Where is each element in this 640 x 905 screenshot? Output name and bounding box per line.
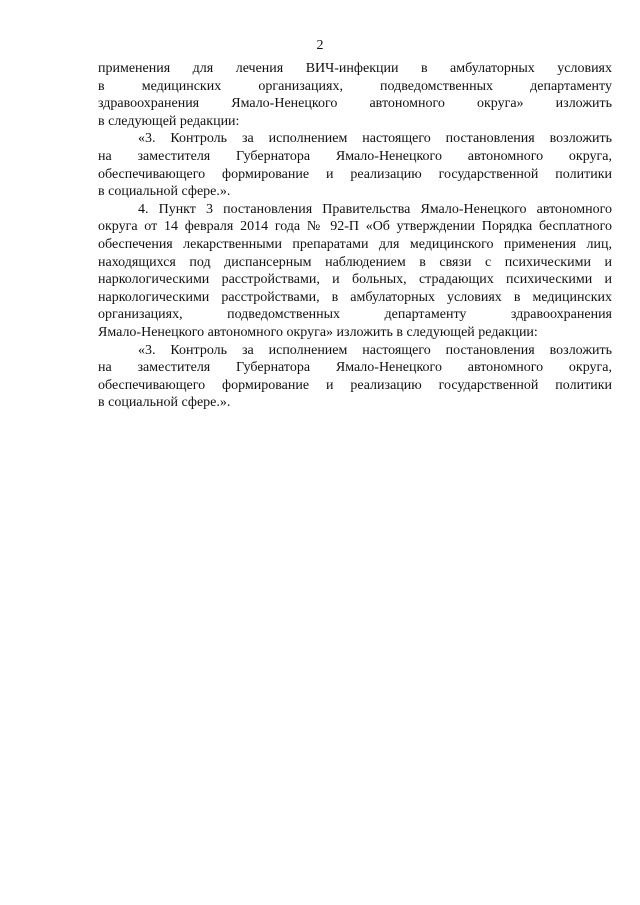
paragraph-4 — [98, 342, 612, 412]
text-line: в социальной сфере.». — [98, 184, 231, 200]
text-line: обеспечивающего формирование и реализацию государственной политики — [98, 166, 612, 182]
text-line: «3. Контроль за исполнением настоящего постановления возложить — [138, 131, 612, 147]
text-line: на заместителя Губернатора Ямало-Ненецкого автономного округа, — [98, 360, 612, 376]
document-body — [98, 60, 612, 412]
text-line: организациях, подведомственных департаменту здравоохранения — [98, 307, 612, 323]
text-line: применения для лечения ВИЧ-инфекции в амбулаторных условиях — [98, 61, 612, 76]
text-line: 4. Пункт 3 постановления Правительства Ямало-Ненецкого автономного — [138, 201, 612, 217]
text-line: в социальной сфере.». — [98, 395, 231, 411]
text-line: наркологическими расстройствами, в амбулаторных условиях в медицинских — [98, 289, 612, 305]
paragraph-1 — [98, 60, 612, 130]
text-line: обеспечения лекарственными препаратами для медицинского применения лиц, — [98, 236, 612, 252]
text-line: в медицинских организациях, подведомственных департаменту — [98, 78, 612, 94]
text-line: находящихся под диспансерным наблюдением в связи с психическими и — [98, 254, 612, 270]
text-line: на заместителя Губернатора Ямало-Ненецкого автономного округа, — [98, 148, 612, 164]
text-line: округа от 14 февраля 2014 года № 92-П «Об утверждении Порядка бесплатного — [98, 219, 612, 235]
page-number: 2 — [316, 38, 324, 53]
text-line: Ямало-Ненецкого автономного округа» изложить в следующей редакции: — [98, 324, 538, 340]
paragraph-3 — [98, 201, 612, 342]
text-line: наркологическими расстройствами, и больных, страдающих психическими и — [98, 272, 612, 288]
text-line: здравоохранения Ямало-Ненецкого автономного округа» изложить — [98, 96, 612, 112]
text-line: в следующей редакции: — [98, 113, 240, 129]
text-line: «3. Контроль за исполнением настоящего постановления возложить — [138, 342, 612, 358]
text-line: обеспечивающего формирование и реализацию государственной политики — [98, 377, 612, 393]
paragraph-2 — [98, 130, 612, 200]
